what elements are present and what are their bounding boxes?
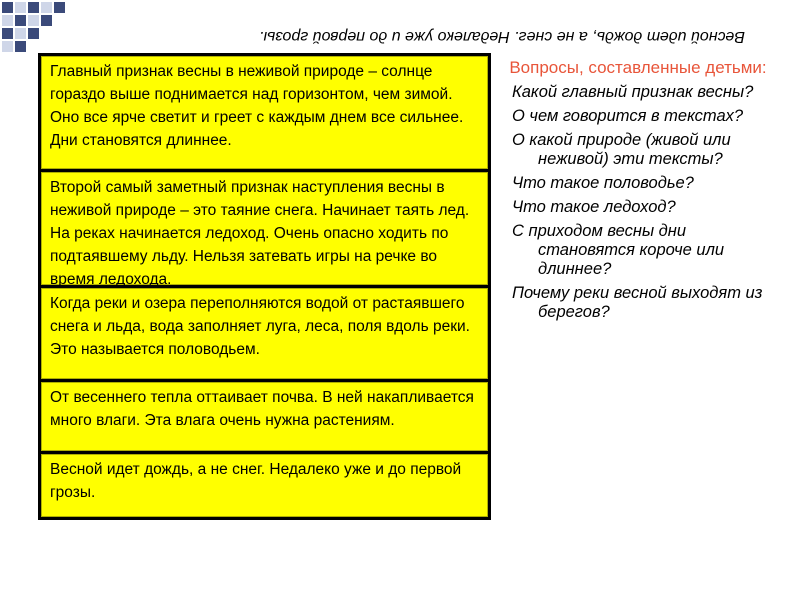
- grid-square: [54, 2, 65, 13]
- table-row: Второй самый заметный признак наступления весны в неживой природе – это таяние снега. Начинает таять лед. На реках начинается ледоход. Очень опасно ходить по подтаявшему льду. Нельзя затевать игры на речке во время ледохода.: [41, 172, 488, 285]
- grid-square: [28, 28, 39, 39]
- questions-panel: [508, 58, 768, 327]
- text-table: [38, 53, 491, 520]
- question-item: Какой главный признак весны?: [512, 83, 754, 101]
- question-item: Почему реки весной выходят из берегов?: [512, 284, 763, 321]
- decorative-square-grid: [2, 2, 64, 50]
- table-row: Когда реки и озера переполняются водой от растаявшего снега и льда, вода заполняет луга, леса, поля вдоль реки. Это называется половодьем.: [41, 288, 488, 379]
- grid-square: [15, 41, 26, 52]
- grid-square: [2, 41, 13, 52]
- questions-title: Вопросы, составленные детьми:: [509, 58, 767, 77]
- table-row: Весной идет дождь, а не снег. Недалеко уже и до первой грозы.: [41, 454, 488, 517]
- grid-square: [41, 2, 52, 13]
- table-row: Главный признак весны в неживой природе – солнце гораздо выше поднимается над горизонтом, чем зимой. Оно все ярче светит и греет с каждым днем все сильнее. Дни становятся длиннее.: [41, 56, 488, 169]
- flipped-header-text: Весной идет дождь, а не снег. Недалеко уже и до первой грозы.: [259, 28, 745, 45]
- grid-square: [2, 28, 13, 39]
- grid-square: [15, 2, 26, 13]
- grid-square: [41, 15, 52, 26]
- question-item: Что такое ледоход?: [512, 198, 676, 216]
- grid-square: [2, 15, 13, 26]
- question-item: С приходом весны дни становятся короче или длиннее?: [512, 222, 725, 278]
- question-item: О чем говорится в текстах?: [512, 107, 744, 125]
- grid-square: [2, 2, 13, 13]
- question-item: Что такое половодье?: [512, 174, 694, 192]
- grid-square: [28, 15, 39, 26]
- grid-square: [15, 15, 26, 26]
- table-row: От весеннего тепла оттаивает почва. В ней накапливается много влаги. Эта влага очень нужна растениям.: [41, 382, 488, 451]
- grid-square: [15, 28, 26, 39]
- grid-square: [28, 2, 39, 13]
- question-item: О какой природе (живой или неживой) эти тексты?: [512, 131, 731, 168]
